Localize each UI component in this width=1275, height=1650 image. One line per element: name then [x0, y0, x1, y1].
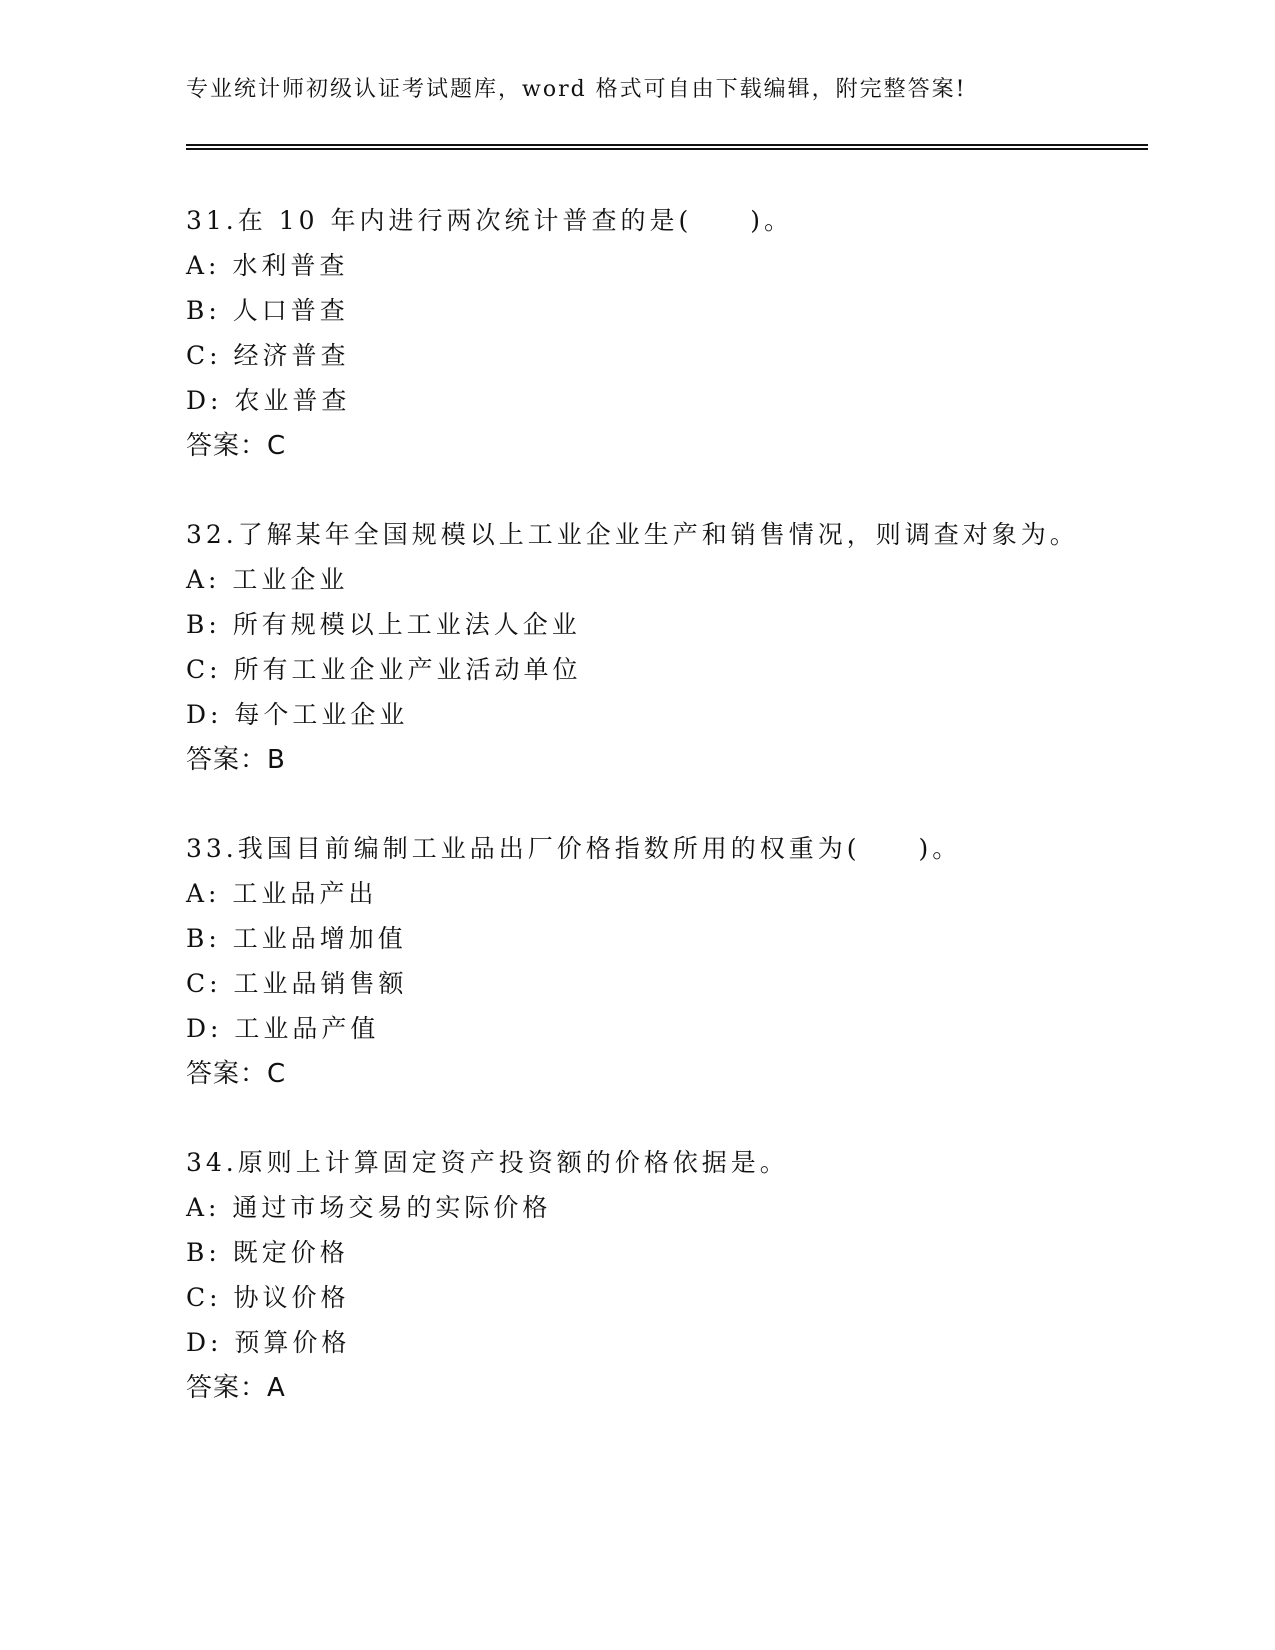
option-d: D: 每个工业企业 [186, 700, 409, 729]
header-divider [186, 144, 1148, 150]
question-33 [186, 826, 1148, 1097]
option-a: A: 通过市场交易的实际价格 [186, 1193, 552, 1222]
answer-line: 答案：C [186, 431, 287, 461]
option-b: B: 所有规模以上工业法人企业 [186, 610, 581, 639]
option-a: A: 工业品产出 [186, 879, 378, 908]
option-c: C: 所有工业企业产业活动单位 [186, 655, 582, 684]
option-b: B: 人口普查 [186, 296, 349, 325]
option-c: C: 经济普查 [186, 341, 350, 370]
option-b: B: 工业品增加值 [186, 924, 407, 953]
question-stem: 31.在 10 年内进行两次统计普查的是( )。 [186, 206, 793, 235]
question-stem: 32.了解某年全国规模以上工业企业生产和销售情况，则调查对象为。 [186, 520, 1079, 549]
option-c: C: 工业品销售额 [186, 969, 408, 998]
option-b: B: 既定价格 [186, 1238, 349, 1267]
option-c: C: 协议价格 [186, 1283, 350, 1312]
answer-line: 答案：B [186, 745, 286, 775]
option-a: A: 水利普查 [186, 251, 349, 280]
question-31 [186, 198, 1148, 469]
answer-line: 答案：C [186, 1059, 287, 1089]
option-a: A: 工业企业 [186, 565, 349, 594]
question-34 [186, 1140, 1148, 1411]
option-d: D: 预算价格 [186, 1328, 351, 1357]
question-32 [186, 512, 1148, 783]
answer-line: 答案：A [186, 1373, 286, 1403]
question-stem: 33.我国目前编制工业品出厂价格指数所用的权重为( )。 [186, 834, 962, 863]
question-stem: 34.原则上计算固定资产投资额的价格依据是。 [186, 1148, 789, 1177]
option-d: D: 农业普查 [186, 386, 351, 415]
page-header: 专业统计师初级认证考试题库，word 格式可自由下载编辑，附完整答案! [186, 77, 967, 102]
option-d: D: 工业品产值 [186, 1014, 380, 1043]
